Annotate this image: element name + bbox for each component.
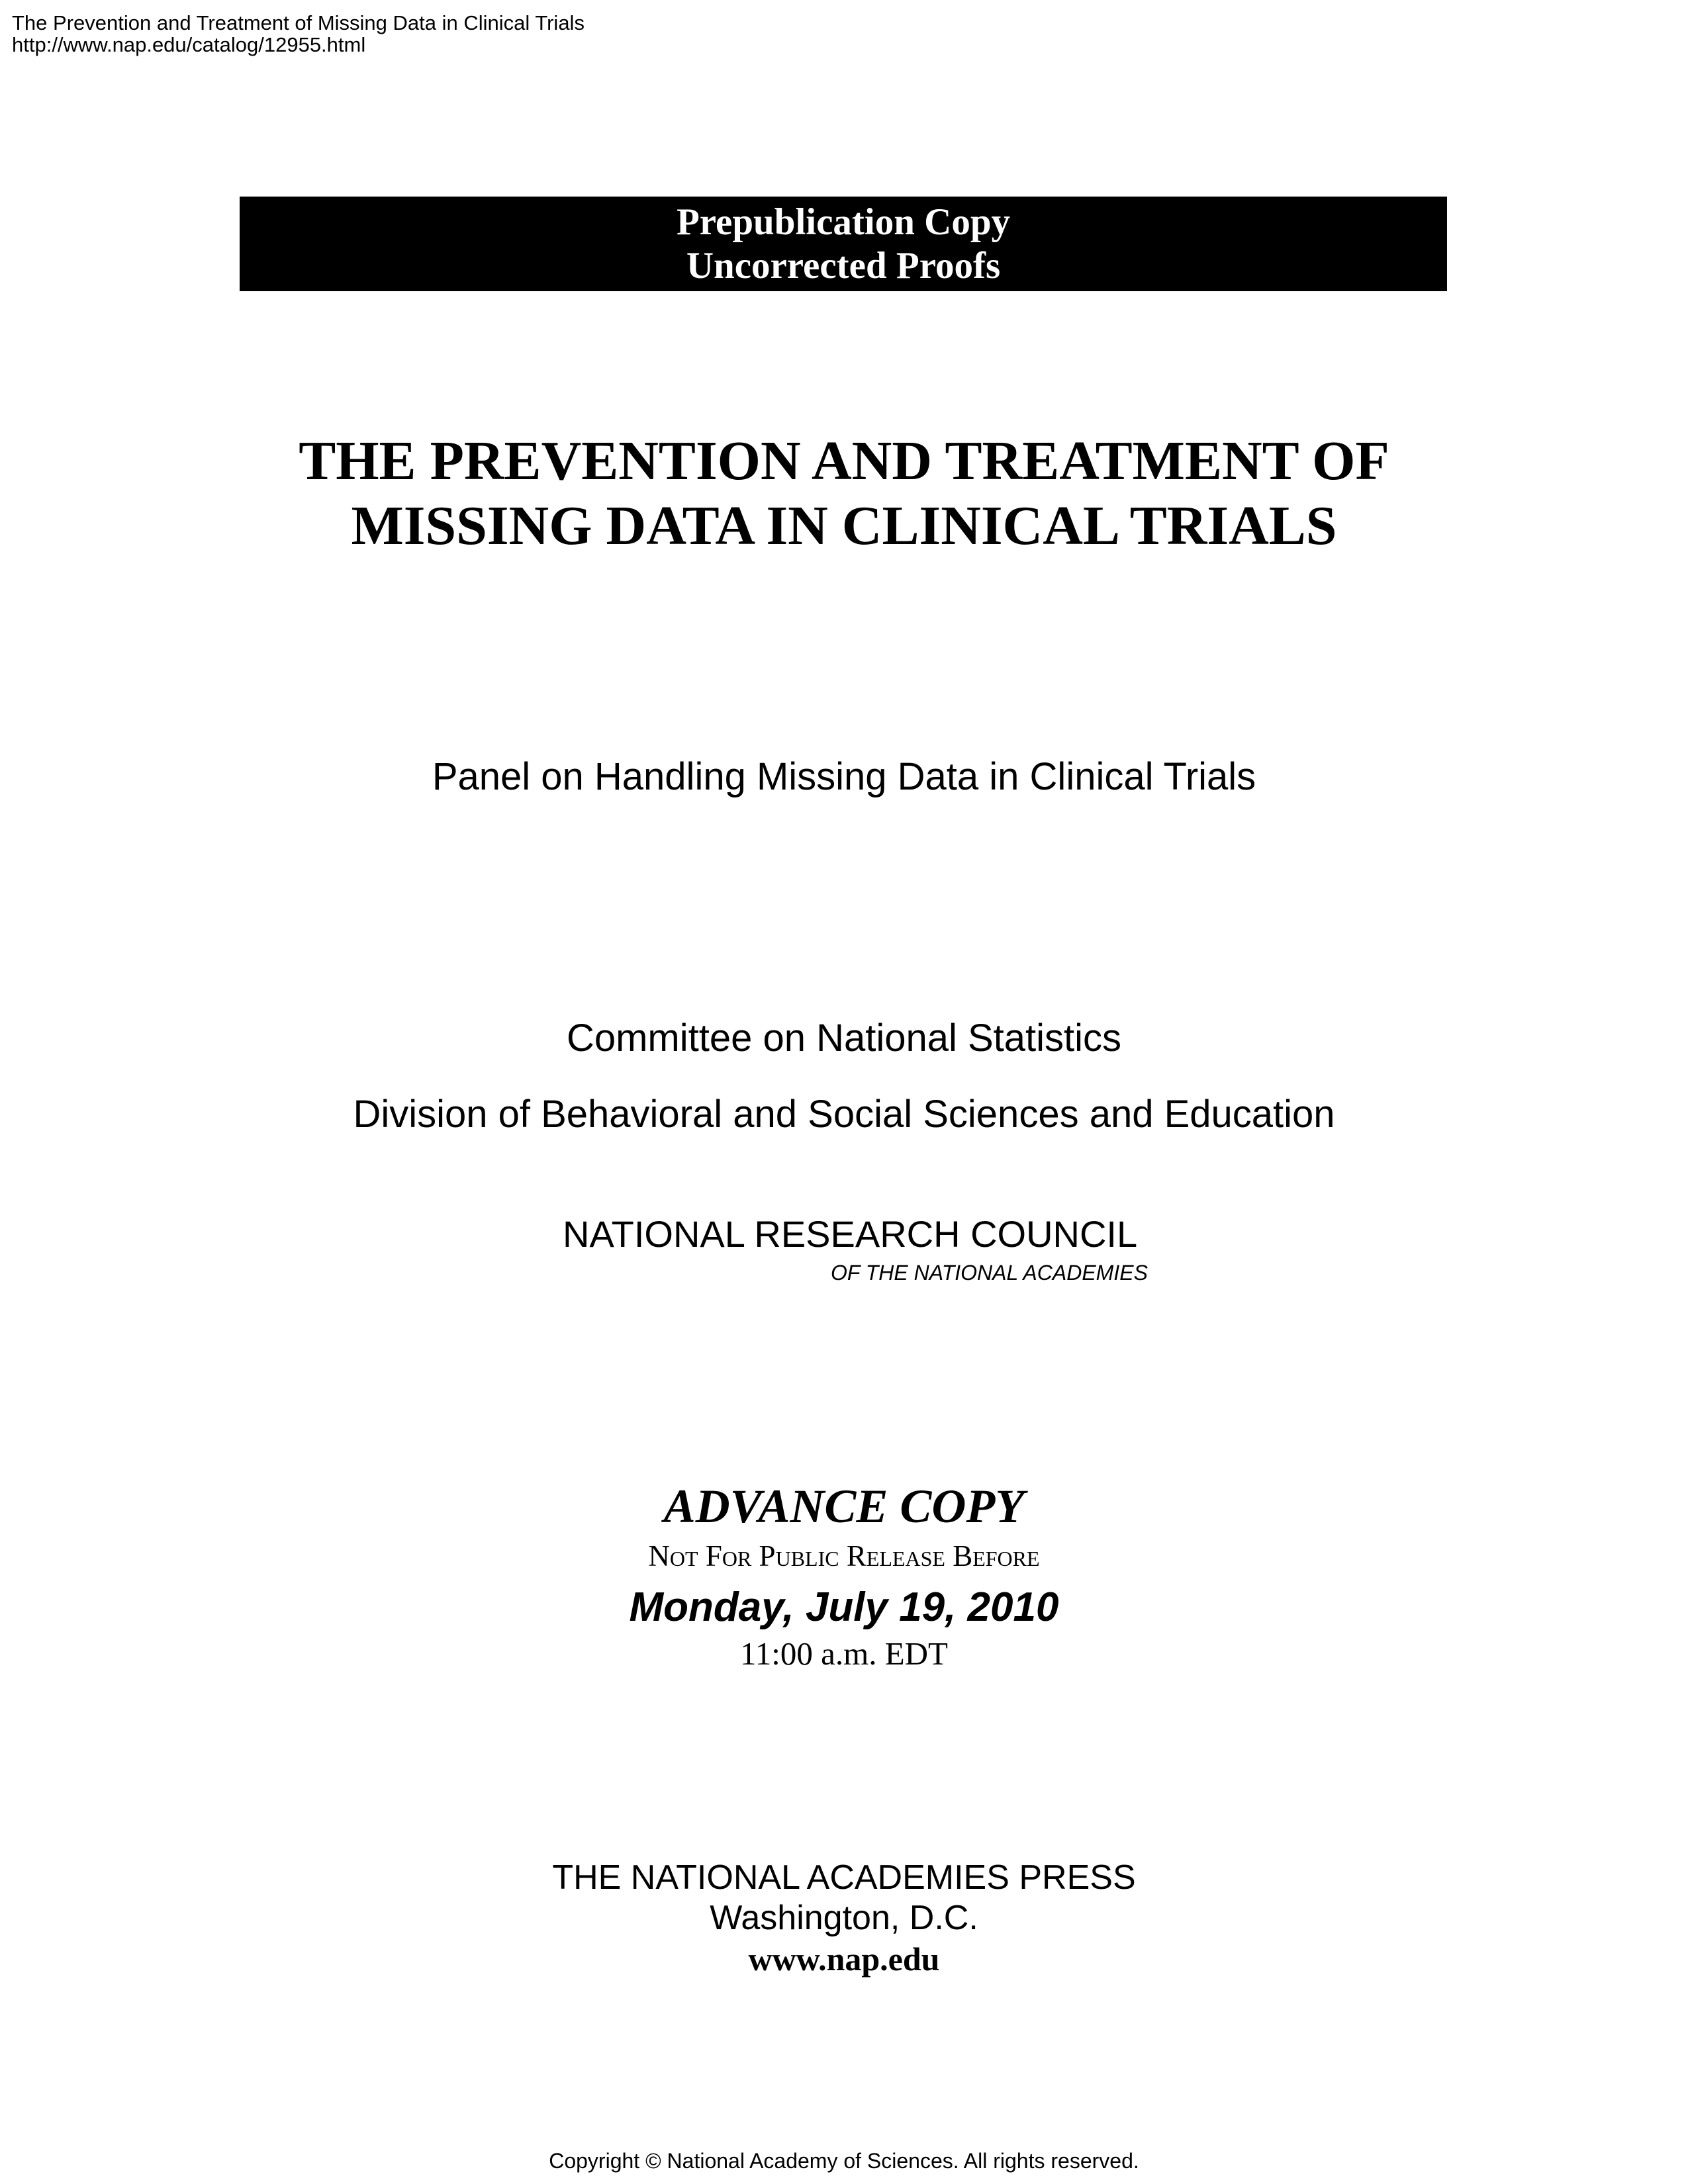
publisher-city: Washington, D.C. — [710, 1899, 978, 1937]
header-url[interactable]: http://www.nap.edu/catalog/12955.html — [12, 33, 366, 56]
header-title: The Prevention and Treatment of Missing Data in Clinical Trials — [12, 11, 585, 34]
panel-name: Panel on Handling Missing Data in Clinical Trials — [432, 755, 1256, 798]
prepublication-banner — [240, 197, 1447, 291]
publisher-name: THE NATIONAL ACADEMIES PRESS — [552, 1858, 1136, 1897]
release-date: Monday, July 19, 2010 — [629, 1584, 1059, 1630]
publisher-website[interactable]: www.nap.edu — [748, 1940, 940, 1978]
release-notice: Not For Public Release Before — [648, 1539, 1040, 1572]
title-line-1: THE PREVENTION AND TREATMENT OF — [299, 430, 1389, 492]
banner-line-1: Prepublication Copy — [676, 201, 1011, 243]
document-title — [0, 429, 1688, 559]
banner-line-2: Uncorrected Proofs — [686, 245, 1001, 287]
council-subtitle: OF THE NATIONAL ACADEMIES — [831, 1261, 1148, 1285]
division-name: Division of Behavioral and Social Sciences and Education — [353, 1093, 1335, 1136]
copyright-footer: Copyright © National Academy of Sciences. All rights reserved. — [549, 2149, 1139, 2173]
council-name: NATIONAL RESEARCH COUNCIL — [563, 1213, 1138, 1255]
title-line-2: MISSING DATA IN CLINICAL TRIALS — [351, 495, 1337, 557]
committee-name: Committee on National Statistics — [566, 1017, 1122, 1060]
advance-copy-heading: ADVANCE COPY — [663, 1480, 1025, 1533]
page-header — [12, 12, 585, 56]
release-time: 11:00 a.m. EDT — [740, 1635, 948, 1672]
